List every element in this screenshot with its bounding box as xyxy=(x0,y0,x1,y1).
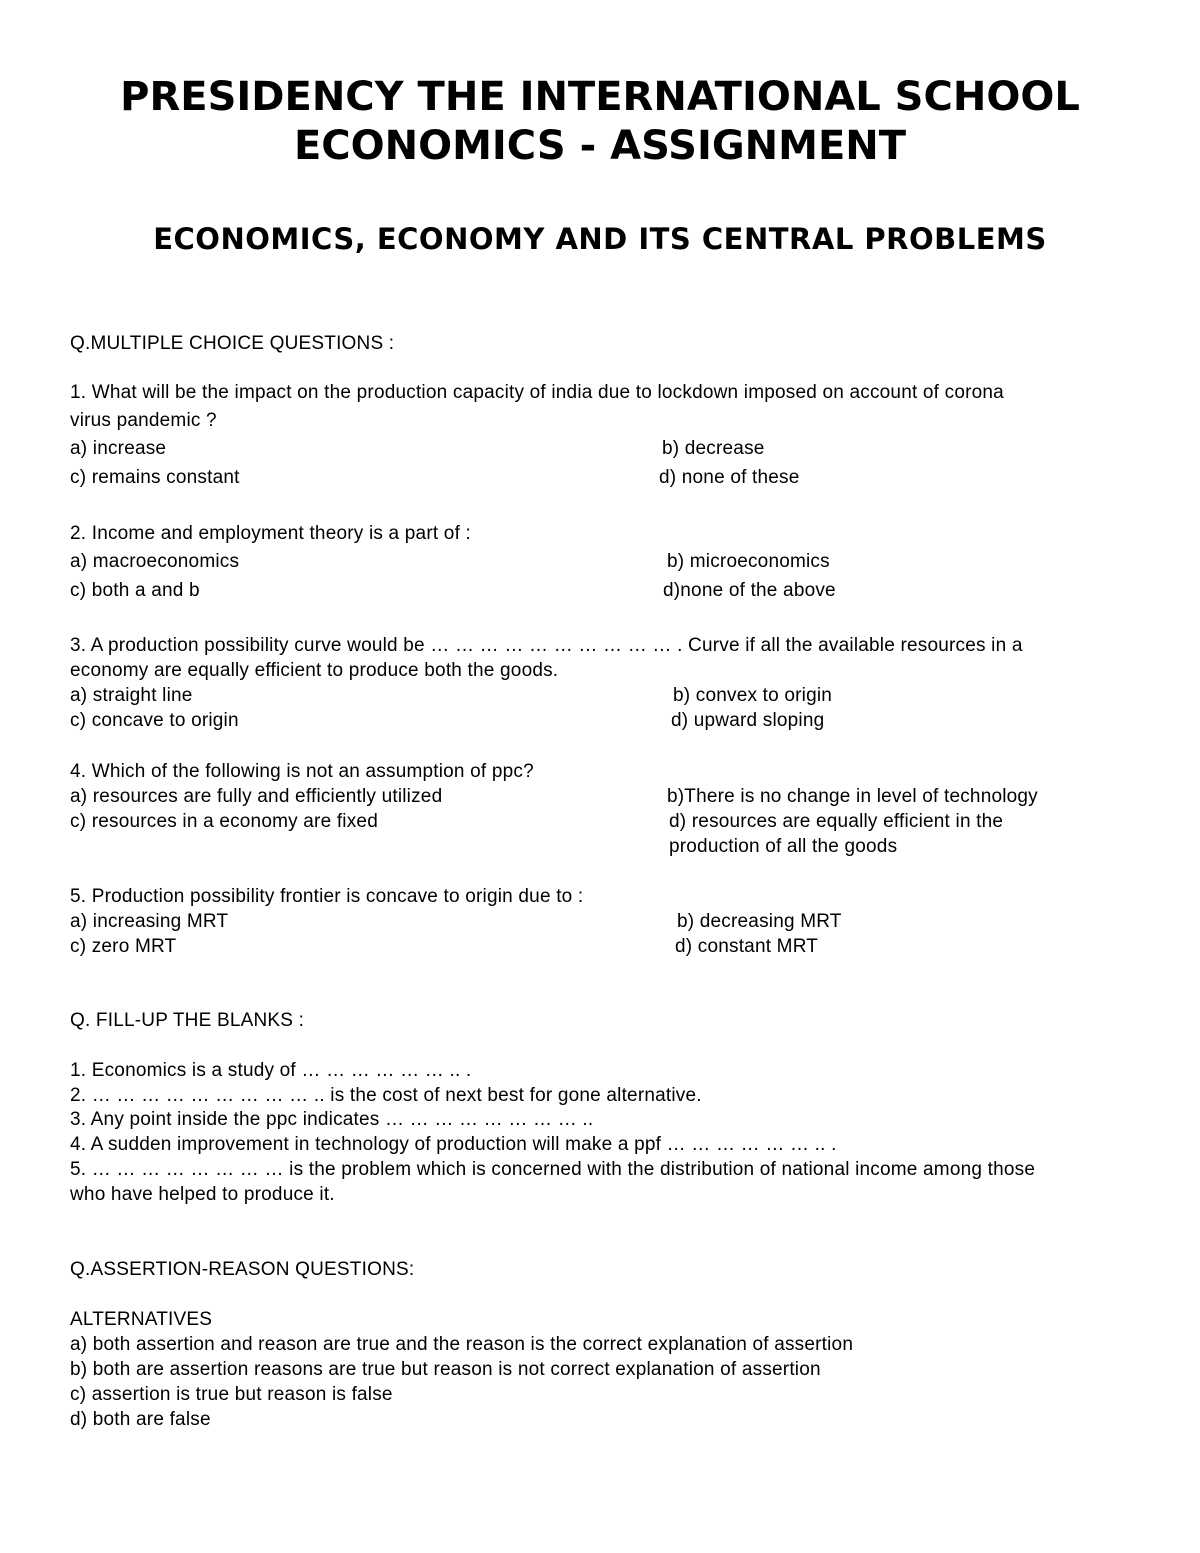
q1-question-line2: virus pandemic ? xyxy=(70,410,217,431)
q2-option-b: b) microeconomics xyxy=(667,551,830,572)
q4-option-d-line2: production of all the goods xyxy=(669,836,898,857)
q5-option-b: b) decreasing MRT xyxy=(677,911,842,932)
q2-option-d: d)none of the above xyxy=(663,580,836,601)
q3-question-line2: economy are equally efficient to produce both the goods. xyxy=(70,660,559,681)
q5-question: 5. Production possibility frontier is concave to origin due to : xyxy=(70,886,584,907)
fill-heading: Q. FILL-UP THE BLANKS : xyxy=(70,1010,305,1031)
q5-option-a: a) increasing MRT xyxy=(70,911,229,932)
q1-option-c: c) remains constant xyxy=(70,467,240,488)
fill-item-5-line1: 5. … … … … … … … … is the problem which is concerned with the distribution of national income among those xyxy=(70,1159,1036,1180)
assignment-title: ECONOMICS - ASSIGNMENT xyxy=(293,123,907,169)
q1-option-b: b) decrease xyxy=(662,438,765,459)
q4-option-a: a) resources are fully and efficiently utilized xyxy=(70,786,443,807)
q4-question: 4. Which of the following is not an assumption of ppc? xyxy=(70,761,534,782)
ar-alt-c: c) assertion is true but reason is false xyxy=(70,1384,393,1405)
school-title: PRESIDENCY THE INTERNATIONAL SCHOOL xyxy=(120,74,1080,120)
q3-option-a: a) straight line xyxy=(70,685,193,706)
q3-option-b: b) convex to origin xyxy=(673,685,833,706)
q4-option-b: b)There is no change in level of technology xyxy=(667,786,1038,807)
q2-question: 2. Income and employment theory is a part of : xyxy=(70,523,472,544)
q5-option-c: c) zero MRT xyxy=(70,936,177,957)
fill-item-3: 3. Any point inside the ppc indicates … … … … … … … … .. xyxy=(70,1109,594,1130)
q5-option-d: d) constant MRT xyxy=(675,936,819,957)
ar-heading: Q.ASSERTION-REASON QUESTIONS: xyxy=(70,1259,415,1280)
fill-item-2: 2. … … … … … … … … … .. is the cost of next best for gone alternative. xyxy=(70,1085,702,1106)
q1-option-d: d) none of these xyxy=(659,467,800,488)
ar-alt-b: b) both are assertion reasons are true but reason is not correct explanation of assertion xyxy=(70,1359,821,1380)
q3-option-d: d) upward sloping xyxy=(671,710,825,731)
fill-item-5-line2: who have helped to produce it. xyxy=(70,1184,335,1205)
q2-option-a: a) macroeconomics xyxy=(70,551,240,572)
q2-option-c: c) both a and b xyxy=(70,580,200,601)
q1-question-line1: 1. What will be the impact on the production capacity of india due to lockdown imposed on account of corona xyxy=(70,382,1004,403)
chapter-title: ECONOMICS, ECONOMY AND ITS CENTRAL PROBLEMS xyxy=(153,222,1047,256)
ar-alt-d: d) both are false xyxy=(70,1409,211,1430)
ar-alt-a: a) both assertion and reason are true and the reason is the correct explanation of assertion xyxy=(70,1334,854,1355)
fill-item-4: 4. A sudden improvement in technology of production will make a ppf … … … … … … .. . xyxy=(70,1134,837,1155)
q4-option-d-line1: d) resources are equally efficient in the xyxy=(669,811,1004,832)
q3-question-line1: 3. A production possibility curve would be … … … … … … … … … … . Curve if all the available resources in a xyxy=(70,635,1023,656)
q4-option-c: c) resources in a economy are fixed xyxy=(70,811,378,832)
fill-item-1: 1. Economics is a study of … … … … … … .. . xyxy=(70,1060,472,1081)
q3-option-c: c) concave to origin xyxy=(70,710,239,731)
q1-option-a: a) increase xyxy=(70,438,167,459)
ar-alternatives-label: ALTERNATIVES xyxy=(70,1309,213,1330)
mcq-heading: Q.MULTIPLE CHOICE QUESTIONS : xyxy=(70,333,395,354)
